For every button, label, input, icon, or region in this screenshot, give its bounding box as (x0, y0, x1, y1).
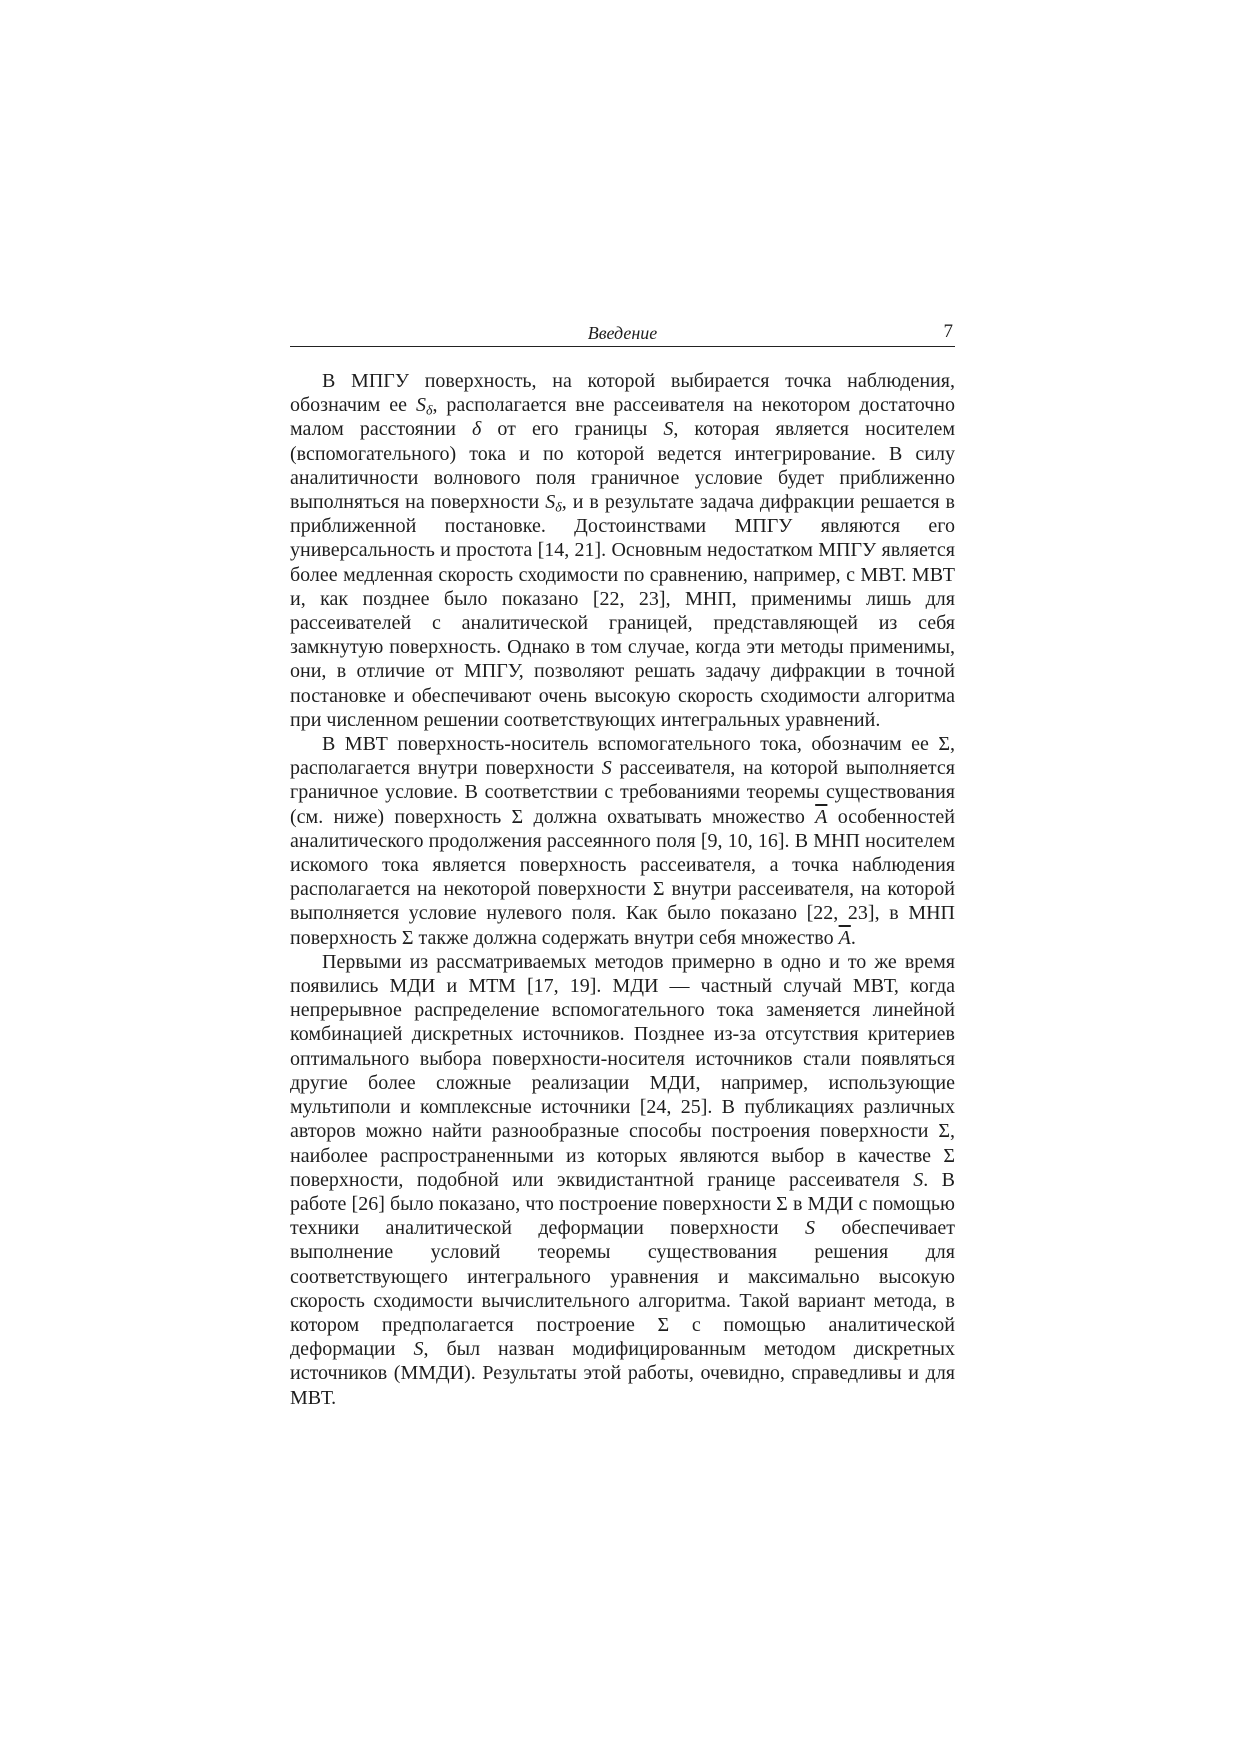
text-span: . В работе [26] было показано, что построение поверхности Σ в МДИ с помощью техники аналитической деформации поверхности (290, 1168, 955, 1240)
text-span: обеспечивает выполнение условий теоремы существования решения для соответствующего интегрального уравнения и максимально высокую скорость сходимости вычислительного алгоритма. Такой вариант метода, в котором предполагается построение Σ с помощью аналитической деформации (290, 1217, 956, 1361)
paragraph-2 (290, 732, 955, 950)
text-span: , располагается вне рассеивателя на некотором достаточно малом расстоянии (290, 394, 955, 441)
body-text (290, 369, 955, 1410)
text-span: особенностей аналитического продолжения рассеянного поля [9, 10, 16]. В МНП носителем искомого тока является поверхность рассеивателя, а точка наблюдения располагается на некоторой поверхности Σ внутри рассеивателя, на которой выполняется условие нулевого поля. Как было показано [22, 23], в МНП поверхность Σ также должна содержать внутри себя множество (290, 805, 955, 949)
page-number: 7 (943, 321, 953, 342)
math-subscript: δ (425, 403, 433, 419)
math-symbol: S (663, 418, 674, 441)
text-span: , был назван модифицированным методом дискретных источников (ММДИ). Результаты этой работы, очевидно, справедливы и для МВТ. (290, 1338, 955, 1409)
paragraph-3 (290, 950, 955, 1410)
math-subscript: δ (555, 500, 562, 516)
running-header (290, 322, 955, 347)
text-span: , и в результате задача дифракции решается в приближенной постановке. Достоинствами МПГУ являются его универсальность и простота [14, 21]. Основным недостатком МПГУ является более медленная скорость сходимости по сравнению, например, с МВТ. МВТ и, как позднее было показано [22, 23], МНП, применимы лишь для рассеивателей с аналитической границей, представляющей из себя замкнутую поверхность. Однако в том случае, когда эти методы применимы, они, в отличие от МПГУ, позволяют решать задачу дифракции в точной постановке и обеспечивают очень высокую скорость сходимости алгоритма при численном решении соответствующих интегральных уравнений. (290, 491, 955, 731)
math-symbol: S (545, 491, 556, 514)
text-span: В МВТ поверхность-носитель вспомогательного тока, обозначим ее Σ, располагается внутри поверхности (290, 733, 955, 780)
text-span: В МПГУ поверхность, на которой выбирается точка наблюдения, обозначим ее (290, 370, 955, 417)
math-overline-symbol: $\overline{A}$ (815, 805, 828, 828)
text-span: рассеивателя, на которой выполняется граничное условие. В соответствии с требованиями теоремы существования (см. ниже) поверхность Σ должна охватывать множество (290, 757, 955, 828)
text-span: от его границы (481, 418, 664, 441)
math-symbol: S (913, 1168, 924, 1191)
text-span: , которая является носителем (вспомогательного) тока и по которой ведется интегрирование. В силу аналитичности волнового поля граничное условие будет приближенно выполняться на поверхности (290, 418, 955, 514)
math-symbol: S (415, 394, 426, 417)
text-span: . (850, 926, 856, 949)
running-title: Введение (587, 323, 658, 343)
math-symbol: S (601, 757, 612, 780)
math-symbol: S (413, 1338, 424, 1361)
math-overline-symbol: $\overline{A}$ (838, 926, 851, 949)
text-span: Первыми из рассматриваемых методов примерно в одно и то же время появились МДИ и МТМ [17, 19]. МДИ — частный случай МВТ, когда непрерывное распределение вспомогательного тока заменяется линейной комбинацией дискретных источников. Позднее из-за отсутствия критериев оптимального выбора поверхности-носителя источников стали появляться другие более сложные реализации МДИ, например, использующие мультиполи и комплексные источники [24, 25]. В публикациях различных авторов можно найти разнообразные способы построения поверхности Σ, наиболее распространенными из которых являются выбор в качестве Σ поверхности, подобной или эквидистантной границе рассеивателя (290, 950, 955, 1191)
math-symbol: δ (472, 418, 482, 441)
math-symbol: S (804, 1217, 815, 1240)
paragraph-1 (290, 369, 955, 732)
